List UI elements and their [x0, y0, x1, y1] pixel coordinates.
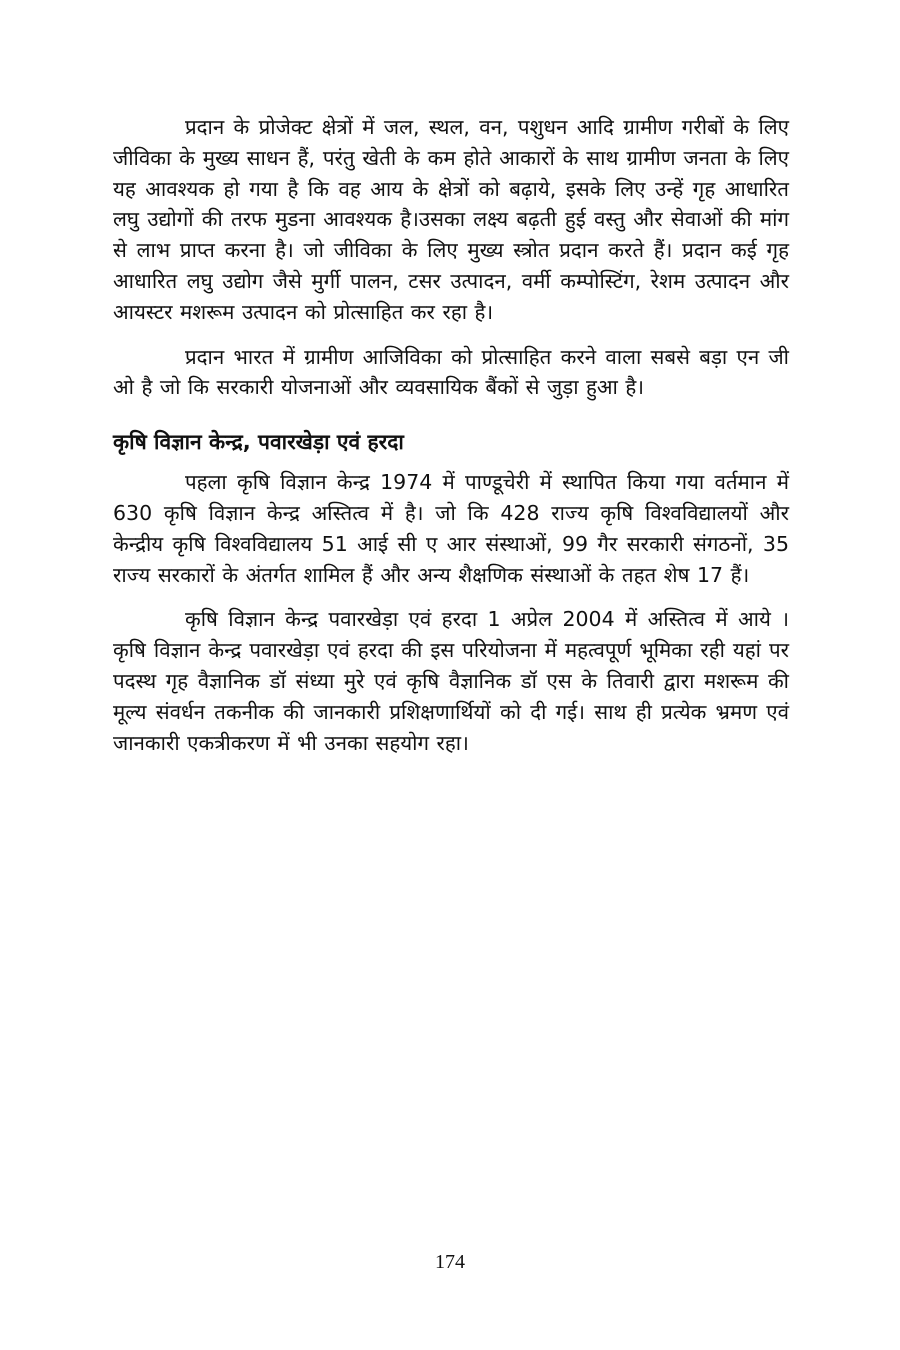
paragraph-pradan-livelihood: प्रदान के प्रोजेक्ट क्षेत्रों में जल, स्थल, वन, पशुधन आदि ग्रामीण गरीबों के लिए जीविका के मुख्य साधन हैं, परंतु खेती के कम होते आकारों के साथ ग्रामीण जनता के लिए यह आवश्यक हो गया है कि वह आय के क्षेत्रों को बढ़ाये, इसके लिए उन्हें गृह आधारित लघु उद्योगों की तरफ मुडना आवश्यक है।उसका लक्ष्य बढ़ती हुई वस्तु और सेवाओं की मांग से लाभ प्राप्त करना है। जो जीविका के लिए मुख्य स्त्रोत प्रदान करते हैं। प्रदान कई गृह आधारित लघु उद्योग जैसे मुर्गी पालन, टसर उत्पादन, वर्मी कम्पोस्टिंग, रेशम उत्पादन और आयस्टर मशरूम उत्पादन को प्रोत्साहित कर रहा है।: [113, 115, 789, 324]
paragraph-kvk-pawarkheda: कृषि विज्ञान केन्द्र पवारखेड़ा एवं हरदा 1 अप्रेल 2004 में अस्तित्व में आये । कृषि विज्ञान केन्द्र पवारखेड़ा एवं हरदा की इस परियोजना में महत्वपूर्ण भूमिका रही यहां पर पदस्थ गृह वैज्ञानिक डॉ संध्या मुरे एवं कृषि वैज्ञानिक डॉ एस के तिवारी द्वारा मशरूम की मूल्य संवर्धन तकनीक की जानकारी प्रशिक्षणार्थियों को दी गई। साथ ही प्रत्येक भ्रमण एवं जानकारी एकत्रीकरण में भी उनका सहयोग रहा।: [113, 607, 790, 755]
paragraph-kvk-history: पहला कृषि विज्ञान केन्द्र 1974 में पाण्डूचेरी में स्थापित किया गया वर्तमान में 630 कृषि विज्ञान केन्द्र अस्तित्व में है। जो कि 428 राज्य कृषि विश्वविद्यालयों और केन्द्रीय कृषि विश्वविद्यालय 51 आई सी ए आर संस्थाओं, 99 गैर सरकारी संगठनों, 35 राज्य सरकारों के अंतर्गत शामिल हैं और अन्य शैक्षणिक संस्थाओं के तहत शेष 17 हैं।: [113, 470, 789, 587]
paragraph-pradan-ngo: प्रदान भारत में ग्रामीण आजिविका को प्रोत्साहित करने वाला सबसे बड़ा एन जी ओ है जो कि सरकारी योजनाओं और व्यवसायिक बैंकों से जुड़ा हुआ है।: [113, 344, 789, 400]
document-body: [113, 112, 789, 772]
page-number: 174: [435, 1251, 465, 1273]
section-heading: कृषि विज्ञान केन्द्र, पवारखेड़ा एवं हरदा: [113, 430, 404, 455]
